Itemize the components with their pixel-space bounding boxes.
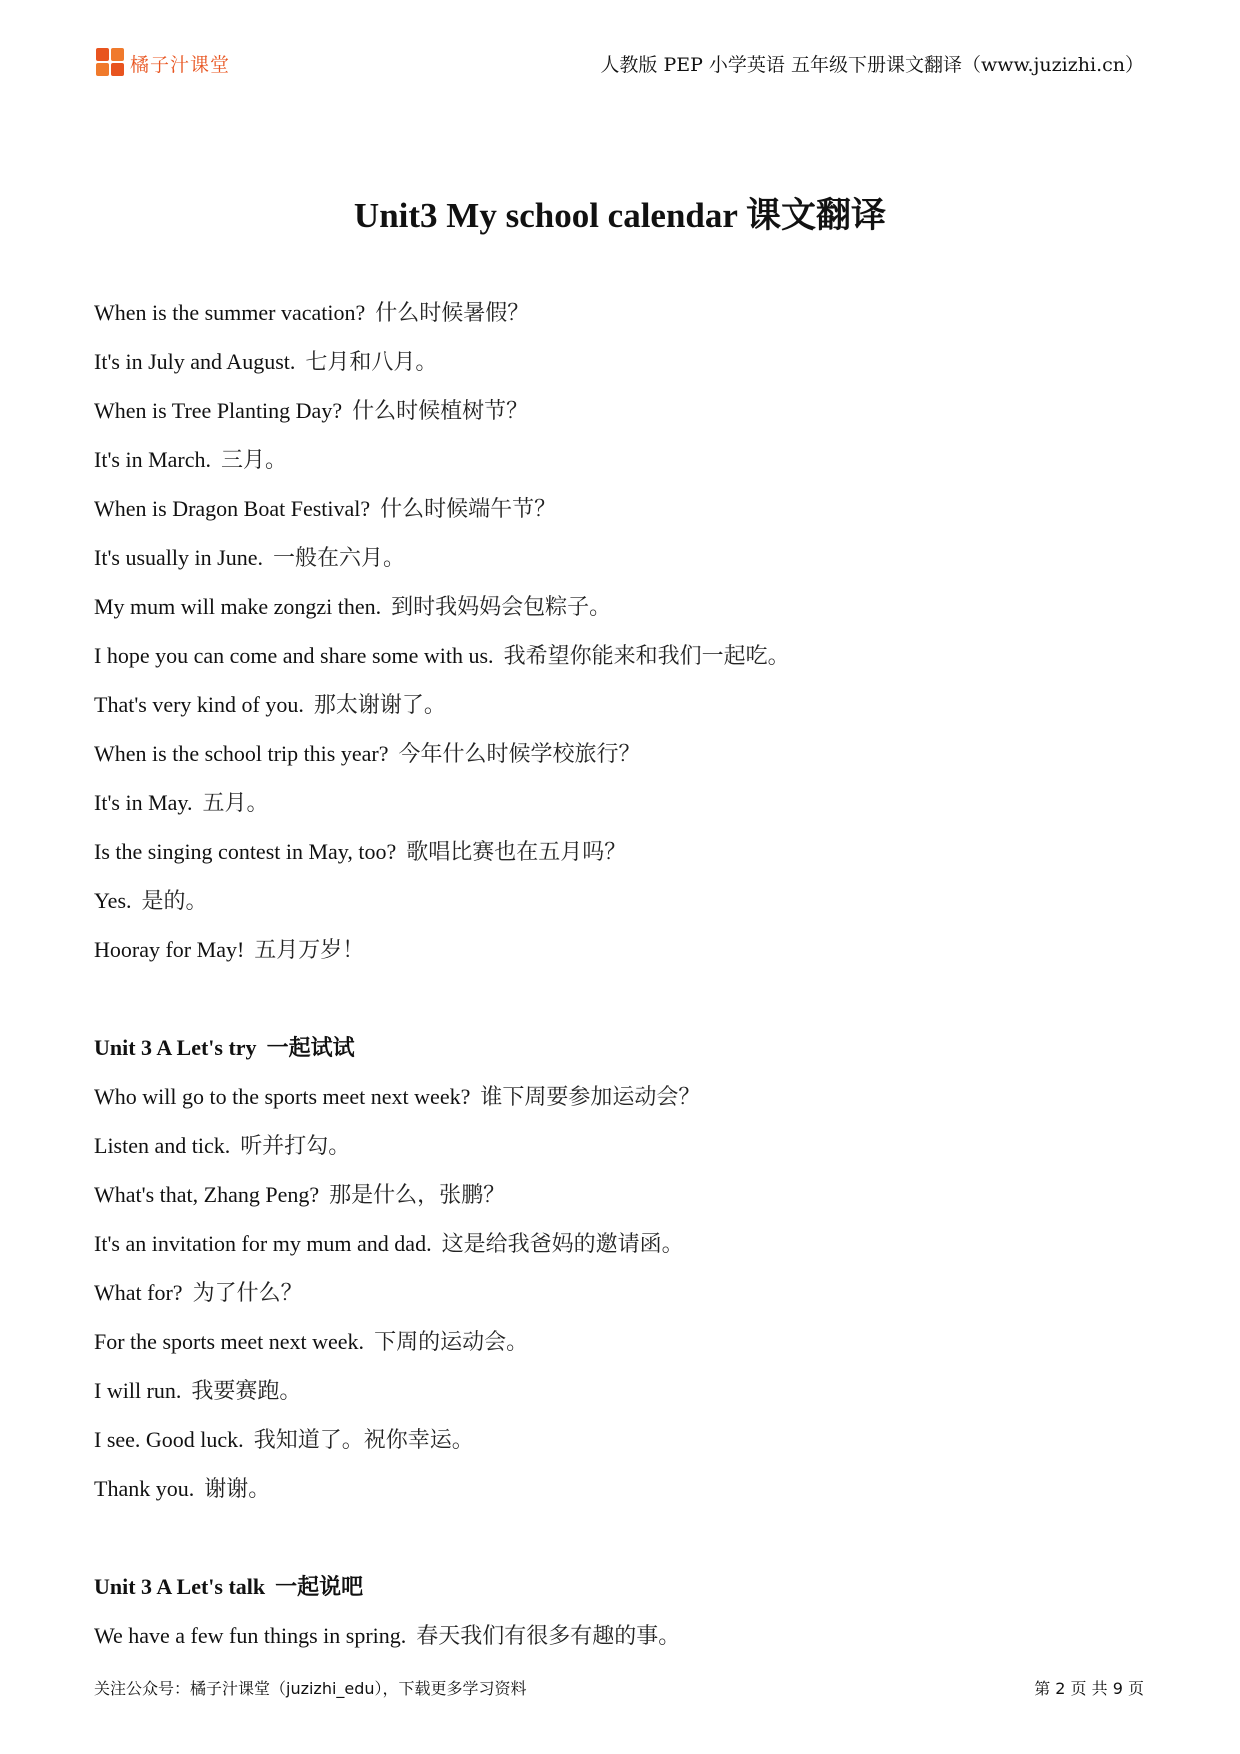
english-text: It's in May. [94,790,193,815]
english-text: Hooray for May! [94,937,245,962]
english-text: It's usually in June. [94,545,263,570]
dialogue-line [94,631,1144,680]
logo [96,48,230,78]
chinese-translation: 我希望你能来和我们一起吃。 [503,643,790,668]
english-text: Yes. [94,888,132,913]
dialogue-line [94,1415,1144,1464]
english-text: When is the summer vacation? [94,300,366,325]
page-number: 第 2 页 共 9 页 [1034,1679,1144,1698]
chinese-translation: 谁下周要参加运动会？ [480,1084,701,1109]
english-text: That's very kind of you. [94,692,304,717]
logo-text: 橘子汁课堂 [130,53,231,76]
chinese-translation: 歌唱比赛也在五月吗？ [406,839,627,864]
english-text: Thank you. [94,1476,195,1501]
english-text: When is Dragon Boat Festival? [94,496,371,521]
page-title: Unit3 My school calendar 课文翻译 [353,196,887,235]
chinese-translation: 今年什么时候学校旅行？ [398,741,641,766]
english-text: For the sports meet next week. [94,1329,365,1354]
english-text: When is Tree Planting Day? [94,398,343,423]
dialogue-line [94,1317,1144,1366]
chinese-translation: 一般在六月。 [272,545,405,570]
chinese-translation: 是的。 [141,888,208,913]
dialogue-line [94,288,1144,337]
english-text: When is the school trip this year? [94,741,389,766]
english-text: Who will go to the sports meet next week? [94,1084,471,1109]
chinese-translation: 下周的运动会。 [374,1329,529,1354]
page-footer [94,1676,1144,1706]
dialogue-line [94,729,1144,778]
english-text: It's in July and August. [94,349,296,374]
footer-note: 关注公众号：橘子汁课堂（juzizhi_edu），下载更多学习资料 [94,1679,527,1698]
section-heading-zh: 一起试试 [266,1035,355,1060]
dialogue-line [94,582,1144,631]
chinese-translation: 春天我们有很多有趣的事。 [416,1623,681,1648]
dialogue-line [94,1464,1144,1513]
header-title: 人教版 PEP 小学英语 五年级下册课文翻译（www.juzizhi.cn） [600,54,1144,76]
section-heading [94,1562,1144,1611]
chinese-translation: 三月。 [221,447,288,472]
section-heading-en: Unit 3 A Let's try [94,1035,257,1060]
chinese-translation: 我要赛跑。 [191,1378,302,1403]
dialogue-line [94,1219,1144,1268]
chinese-translation: 那太谢谢了。 [313,692,446,717]
section-heading-zh: 一起说吧 [275,1574,364,1599]
page-header [96,44,1144,88]
dialogue-line [94,386,1144,435]
chinese-translation: 七月和八月。 [305,349,438,374]
english-text: My mum will make zongzi then. [94,594,382,619]
document-body [94,288,1144,1660]
chinese-translation: 为了什么？ [192,1280,303,1305]
section-gap [94,974,1144,1023]
chinese-translation: 什么时候暑假？ [375,300,530,325]
english-text: What for? [94,1280,183,1305]
logo-icon [96,48,126,78]
section-heading [94,1023,1144,1072]
english-text: It's in March. [94,447,211,472]
english-text: Is the singing contest in May, too? [94,839,397,864]
dialogue-line [94,1121,1144,1170]
chinese-translation: 这是给我爸妈的邀请函。 [441,1231,684,1256]
dialogue-line [94,876,1144,925]
section-heading-en: Unit 3 A Let's talk [94,1574,266,1599]
dialogue-line [94,925,1144,974]
chinese-translation: 五月万岁！ [254,937,365,962]
dialogue-line [94,435,1144,484]
dialogue-line [94,680,1144,729]
chinese-translation: 什么时候植树节？ [352,398,529,423]
dialogue-line [94,1268,1144,1317]
dialogue-line [94,484,1144,533]
english-text: What's that, Zhang Peng? [94,1182,320,1207]
chinese-translation: 那是什么，张鹏？ [329,1182,506,1207]
chinese-translation: 谢谢。 [204,1476,271,1501]
english-text: I hope you can come and share some with us. [94,643,494,668]
chinese-translation: 我知道了。祝你幸运。 [253,1427,474,1452]
dialogue-line [94,827,1144,876]
dialogue-line [94,778,1144,827]
chinese-translation: 什么时候端午节？ [380,496,557,521]
dialogue-line [94,533,1144,582]
chinese-translation: 五月。 [202,790,269,815]
english-text: It's an invitation for my mum and dad. [94,1231,432,1256]
dialogue-line [94,337,1144,386]
english-text: I see. Good luck. [94,1427,244,1452]
english-text: We have a few fun things in spring. [94,1623,407,1648]
english-text: I will run. [94,1378,182,1403]
dialogue-line [94,1072,1144,1121]
english-text: Listen and tick. [94,1133,231,1158]
section-gap [94,1513,1144,1562]
chinese-translation: 听并打勾。 [240,1133,351,1158]
dialogue-line [94,1170,1144,1219]
chinese-translation: 到时我妈妈会包粽子。 [391,594,612,619]
dialogue-line [94,1366,1144,1415]
dialogue-line [94,1611,1144,1660]
